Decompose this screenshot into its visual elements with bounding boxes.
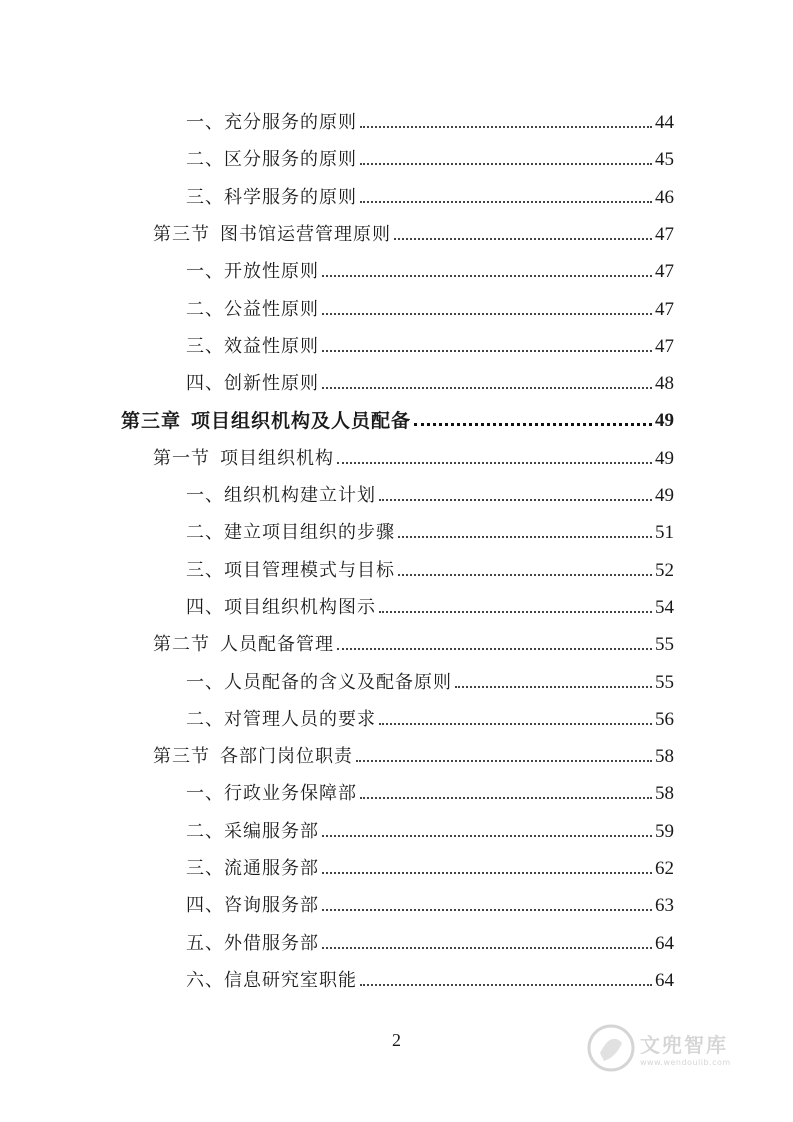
toc-entry-number: 一、 xyxy=(186,485,224,506)
toc-entry-label xyxy=(186,336,319,358)
toc-entry-number: 第二节 xyxy=(153,634,210,656)
toc-leader-dots xyxy=(322,872,652,874)
toc-entry-number: 第三章 xyxy=(121,410,182,433)
toc-entry-page: 64 xyxy=(655,932,674,954)
toc-entry[interactable] xyxy=(186,514,674,544)
toc-leader-dots xyxy=(379,499,652,501)
wendou-logo-icon xyxy=(586,1023,636,1073)
toc-entry[interactable] xyxy=(186,291,674,321)
toc-entry[interactable] xyxy=(153,440,674,470)
toc-entry-number: 二、 xyxy=(186,522,224,544)
toc-entry-page: 47 xyxy=(655,335,674,357)
toc-entry-number: 一、 xyxy=(186,261,224,283)
toc-entry-page: 46 xyxy=(655,186,674,208)
toc-entry-label xyxy=(121,410,411,432)
toc-entry-label xyxy=(186,895,319,917)
toc-entry[interactable] xyxy=(186,104,674,134)
toc-entry-title: 图书馆运营管理原则 xyxy=(220,223,391,245)
toc-entry-title: 充分服务的原则 xyxy=(224,112,357,133)
toc-entry[interactable] xyxy=(186,701,674,731)
toc-entry-page: 52 xyxy=(655,559,674,581)
toc-leader-dots xyxy=(322,835,652,837)
toc-entry-page: 49 xyxy=(655,485,674,506)
toc-leader-dots xyxy=(337,648,652,650)
toc-entry-page: 48 xyxy=(655,373,674,395)
watermark xyxy=(586,1018,756,1078)
toc-entry[interactable] xyxy=(186,365,674,395)
toc-entry-number: 四、 xyxy=(186,373,224,395)
toc-entry-title: 行政业务保障部 xyxy=(224,783,357,805)
toc-entry-title: 区分服务的原则 xyxy=(224,149,357,171)
toc-entry[interactable] xyxy=(186,141,674,171)
toc-entry-label xyxy=(186,373,319,395)
toc-entry-label xyxy=(186,485,376,507)
toc-leader-dots xyxy=(414,423,652,426)
toc-leader-dots xyxy=(398,574,652,576)
toc-entry-number: 第三节 xyxy=(153,223,210,245)
toc-entry[interactable] xyxy=(186,962,674,992)
toc-entry-number: 一、 xyxy=(186,671,224,693)
toc-entry[interactable] xyxy=(186,253,674,283)
toc-entry-number: 三、 xyxy=(186,559,224,581)
toc-entry-title: 项目组织机构 xyxy=(220,447,334,469)
toc-entry-page: 55 xyxy=(655,671,674,693)
toc-entry-page: 47 xyxy=(655,223,674,245)
toc-entry-title: 项目管理模式与目标 xyxy=(224,559,395,581)
toc-entry-page: 58 xyxy=(655,746,674,768)
toc-entry-label xyxy=(186,672,452,694)
toc-leader-dots xyxy=(322,387,652,389)
toc-entry-page: 54 xyxy=(655,596,674,618)
toc-entry-label xyxy=(186,821,319,843)
toc-entry-number: 三、 xyxy=(186,335,224,357)
toc-entry-page: 51 xyxy=(655,522,674,544)
toc-leader-dots xyxy=(360,201,652,203)
toc-entry-title: 外借服务部 xyxy=(224,932,319,954)
toc-entry-label xyxy=(153,634,334,656)
toc-entry-label xyxy=(186,522,395,544)
toc-entry-number: 五、 xyxy=(186,932,224,954)
toc-leader-dots xyxy=(322,350,652,352)
toc-entry-page: 59 xyxy=(655,820,674,842)
toc-entry-label xyxy=(186,112,357,134)
toc-entry-label xyxy=(186,858,319,880)
toc-leader-dots xyxy=(379,723,652,725)
toc-entry-page: 62 xyxy=(655,858,674,879)
toc-entry-label xyxy=(153,448,334,470)
toc-entry-page: 64 xyxy=(655,969,674,991)
toc-entry-title: 流通服务部 xyxy=(224,858,319,879)
toc-entry-title: 人员配备的含义及配备原则 xyxy=(224,671,452,693)
toc-entry-label xyxy=(186,560,395,582)
toc-entry[interactable] xyxy=(186,477,674,507)
toc-entry-label xyxy=(186,261,319,283)
toc-entry-label xyxy=(186,299,319,321)
toc-leader-dots xyxy=(398,536,652,538)
toc-entry-page: 47 xyxy=(655,298,674,320)
toc-entry-title: 人员配备管理 xyxy=(220,634,334,656)
toc-leader-dots xyxy=(337,462,652,464)
watermark-name: 文兜智库 xyxy=(640,1033,728,1057)
toc-entry[interactable] xyxy=(153,216,674,246)
toc-entry[interactable] xyxy=(186,775,674,805)
page-number: 2 xyxy=(392,1030,401,1050)
toc-entry-page: 58 xyxy=(655,783,674,805)
toc-entry-label xyxy=(186,970,357,992)
toc-leader-dots xyxy=(360,126,652,128)
toc-entry-number: 三、 xyxy=(186,186,224,208)
toc-entry-number: 第三节 xyxy=(153,746,210,768)
toc-leader-dots xyxy=(322,909,652,911)
toc-leader-dots xyxy=(360,797,652,799)
toc-entry-title: 咨询服务部 xyxy=(224,895,319,917)
toc-entry-page: 49 xyxy=(655,447,674,469)
toc-entry-page: 56 xyxy=(655,708,674,730)
toc-entry-title: 信息研究室职能 xyxy=(224,969,357,991)
toc-entry[interactable] xyxy=(186,664,674,694)
toc-entry-label xyxy=(186,783,357,805)
toc-entry-number: 二、 xyxy=(186,708,224,730)
toc-entry-page: 63 xyxy=(655,895,674,917)
toc-entry-number: 第一节 xyxy=(153,447,210,469)
toc-entry[interactable] xyxy=(186,179,674,209)
toc-entry-title: 效益性原则 xyxy=(224,335,319,357)
toc-entry-number: 一、 xyxy=(186,112,224,133)
toc-leader-dots xyxy=(322,275,652,277)
toc-entry[interactable] xyxy=(186,850,674,880)
toc-leader-dots xyxy=(360,163,652,165)
toc-entry[interactable] xyxy=(186,925,674,955)
toc-entry-title: 组织机构建立计划 xyxy=(224,485,376,506)
toc-leader-dots xyxy=(394,238,652,240)
toc-entry-number: 四、 xyxy=(186,596,224,618)
toc-entry-label xyxy=(153,746,353,768)
toc-entry-number: 一、 xyxy=(186,783,224,805)
toc-entry[interactable] xyxy=(186,328,674,358)
toc-entry-label xyxy=(186,149,357,171)
toc-entry-page: 55 xyxy=(655,634,674,656)
toc-entry[interactable] xyxy=(121,402,674,432)
toc-entry-page: 45 xyxy=(655,149,674,171)
toc-entry[interactable] xyxy=(186,589,674,619)
toc-leader-dots xyxy=(360,984,652,986)
toc-entry-label xyxy=(186,709,376,731)
watermark-url: www.wendoulib.com xyxy=(640,1058,731,1067)
toc-entry[interactable] xyxy=(186,887,674,917)
toc-entry-label xyxy=(186,187,357,209)
toc-entry-number: 四、 xyxy=(186,895,224,917)
toc-entry-number: 二、 xyxy=(186,820,224,842)
toc-entry-page: 47 xyxy=(655,261,674,283)
toc-entry-label xyxy=(186,597,376,619)
toc-leader-dots xyxy=(322,947,652,949)
toc-entry-title: 公益性原则 xyxy=(224,298,319,320)
toc-entry-number: 六、 xyxy=(186,969,224,991)
toc-entry-title: 开放性原则 xyxy=(224,261,319,283)
toc-leader-dots xyxy=(379,611,652,613)
toc-entry-number: 二、 xyxy=(186,298,224,320)
toc-entry-title: 各部门岗位职责 xyxy=(220,746,353,768)
toc-entry-title: 对管理人员的要求 xyxy=(224,708,376,730)
toc-leader-dots xyxy=(356,760,652,762)
toc-leader-dots xyxy=(322,313,652,315)
watermark-text xyxy=(640,1029,731,1067)
toc-entry-page: 44 xyxy=(655,112,674,133)
toc-entry-page: 49 xyxy=(655,410,674,432)
toc-entry[interactable] xyxy=(186,813,674,843)
toc-entry-title: 科学服务的原则 xyxy=(224,186,357,208)
toc-entry-number: 二、 xyxy=(186,149,224,171)
toc-entry-title: 项目组织机构图示 xyxy=(224,596,376,618)
toc-entry-title: 采编服务部 xyxy=(224,820,319,842)
toc-entry-number: 三、 xyxy=(186,858,224,879)
toc-entry[interactable] xyxy=(153,738,674,768)
toc-entry-label xyxy=(186,933,319,955)
toc-entry-title: 项目组织机构及人员配备 xyxy=(191,410,412,433)
toc-leader-dots xyxy=(455,686,652,688)
toc-entry-title: 创新性原则 xyxy=(224,373,319,395)
toc-entry-title: 建立项目组织的步骤 xyxy=(224,522,395,544)
toc-entry[interactable] xyxy=(186,552,674,582)
toc-entry[interactable] xyxy=(153,626,674,656)
toc-entry-label xyxy=(153,224,391,246)
